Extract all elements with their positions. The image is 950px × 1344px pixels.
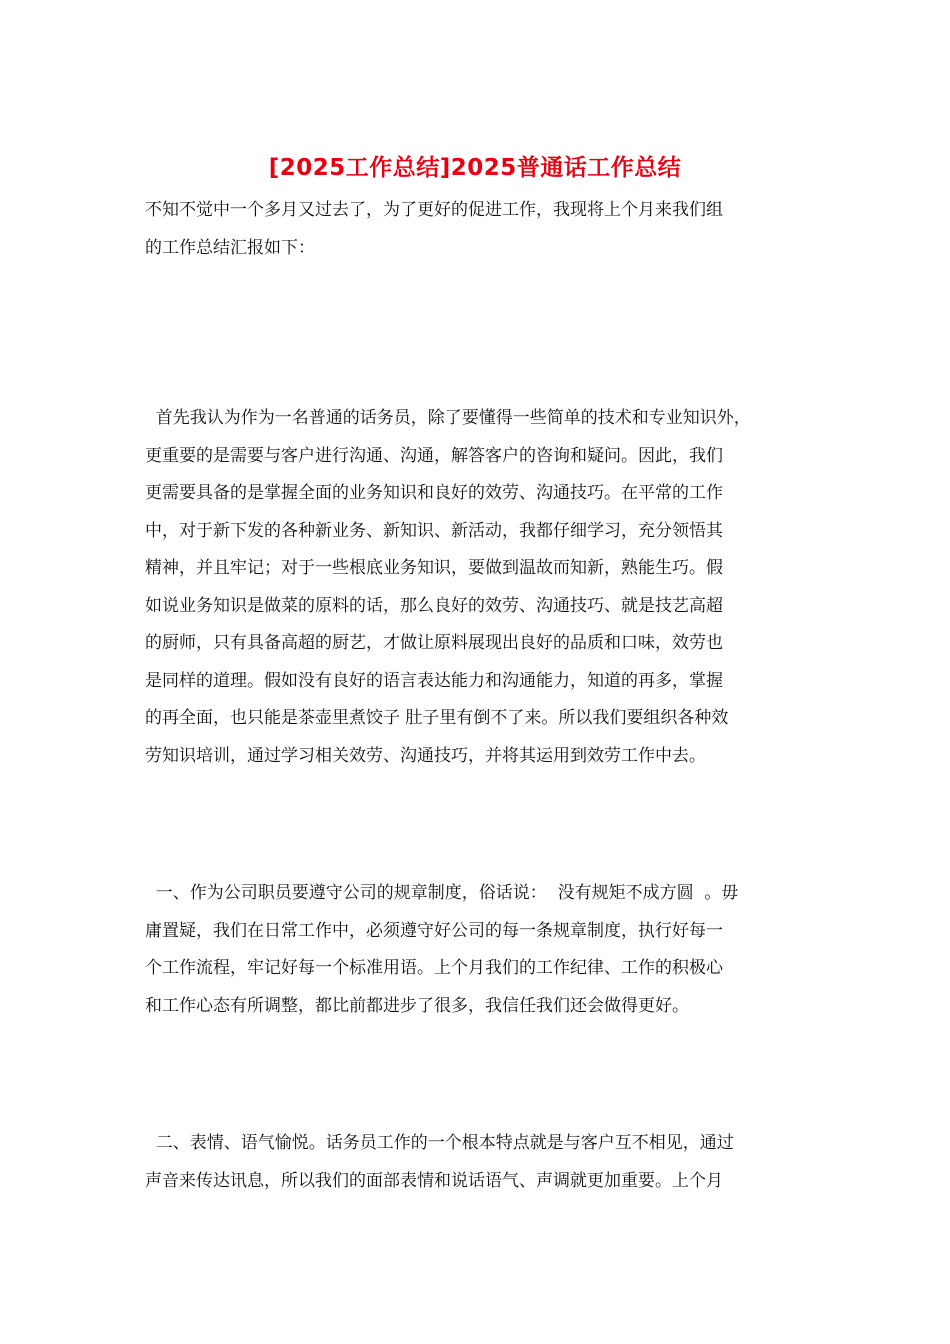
paragraph-line: 精神，并且牢记；对于一些根底业务知识，要做到温故而知新，熟能生巧。假 — [145, 558, 723, 578]
paragraph-section-one — [145, 875, 845, 1025]
paragraph-line: 首先我认为作为一名普通的话务员，除了要懂得一些简单的技术和专业知识外， — [145, 408, 751, 428]
document-title: [2025工作总结]2025普通话工作总结 — [268, 155, 682, 181]
paragraph-line: 的工作总结汇报如下： — [145, 237, 315, 258]
paragraph-line: 庸置疑，我们在日常工作中，必须遵守好公司的每一条规章制度，执行好每一 — [145, 920, 723, 941]
paragraph-line: 劳知识培训，通过学习相关效劳、沟通技巧，并将其运用到效劳工作中去。 — [145, 745, 706, 766]
paragraph-line: 如说业务知识是做菜的原料的话，那么良好的效劳、沟通技巧、就是技艺高超 — [145, 595, 723, 616]
paragraph-line: 二、表情、语气愉悦。话务员工作的一个根本特点就是与客户互不相见，通过 — [145, 1133, 734, 1153]
paragraph-line: 的厨师，只有具备高超的厨艺，才做让原料展现出良好的品质和口味，效劳也 — [145, 633, 723, 653]
paragraph-line: 更重要的是需要与客户进行沟通、沟通，解答客户的咨询和疑问。因此，我们 — [145, 445, 723, 466]
paragraph-line: 声音来传达讯息，所以我们的面部表情和说话语气、声调就更加重要。上个月 — [145, 1170, 723, 1191]
paragraph-section-two — [145, 1125, 845, 1200]
paragraph-line: 不知不觉中一个多月又过去了，为了更好的促进工作，我现将上个月来我们组 — [145, 200, 723, 220]
paragraph-line: 和工作心态有所调整，都比前都进步了很多，我信任我们还会做得更好。 — [145, 995, 689, 1016]
paragraph-line: 的再全面，也只能是茶壶里煮饺子 肚子里有倒不了来。所以我们要组织各种效 — [145, 708, 729, 728]
paragraph-line: 更需要具备的是掌握全面的业务知识和良好的效劳、沟通技巧。在平常的工作 — [145, 483, 723, 503]
paragraph-line: 一、作为公司职员要遵守公司的规章制度，俗话说： 没有规矩不成方圆 。毋 — [145, 883, 739, 903]
paragraph-line: 是同样的道理。假如没有良好的语言表达能力和沟通能力，知道的再多，掌握 — [145, 670, 723, 691]
paragraph-line: 中，对于新下发的各种新业务、新知识、新活动，我都仔细学习，充分领悟其 — [145, 520, 723, 541]
paragraph-line: 个工作流程，牢记好每一个标准用语。上个月我们的工作纪律、工作的积极心 — [145, 958, 723, 978]
paragraph-intro — [145, 192, 845, 267]
paragraph-first — [145, 400, 845, 775]
